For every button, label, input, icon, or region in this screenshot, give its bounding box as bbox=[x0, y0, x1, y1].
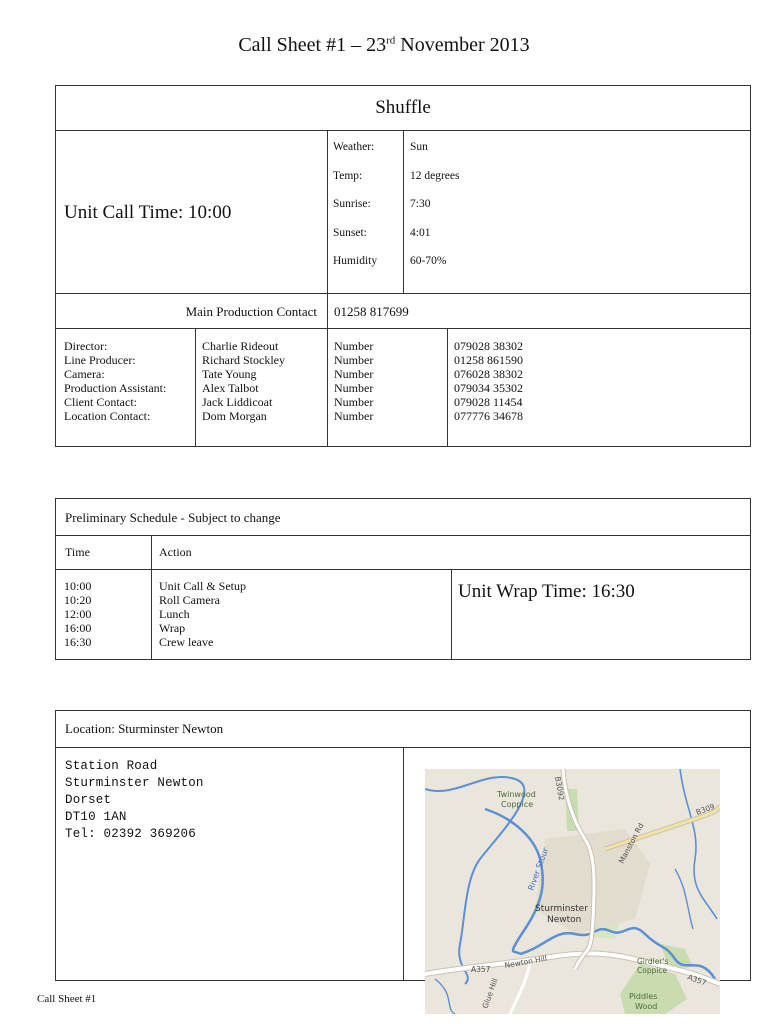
schedule-action: Unit Call & Setup bbox=[159, 579, 246, 593]
crew-number-label: Number bbox=[334, 353, 374, 367]
temp-label: Temp: bbox=[333, 169, 363, 182]
main-contact-number: 01258 817699 bbox=[334, 304, 409, 319]
schedule-action: Crew leave bbox=[159, 635, 214, 649]
map-label: Newton Hill bbox=[503, 953, 548, 970]
crew-number: 079028 38302 bbox=[454, 339, 523, 353]
map-label: Piddles bbox=[629, 992, 658, 1001]
schedule-times bbox=[64, 579, 91, 649]
crew-number: 076028 38302 bbox=[454, 367, 523, 381]
crew-role: Location Contact: bbox=[64, 409, 151, 423]
map-label: River Stour bbox=[526, 846, 551, 892]
crew-name: Alex Talbot bbox=[202, 381, 259, 395]
map-label: A357 bbox=[686, 972, 708, 988]
crew-number: 01258 861590 bbox=[454, 353, 523, 367]
sunrise-label: Sunrise: bbox=[333, 198, 371, 210]
map-label: A357 bbox=[471, 965, 491, 974]
schedule-title: Preliminary Schedule - Subject to change bbox=[65, 510, 281, 525]
address-line: DT10 1AN bbox=[65, 810, 127, 824]
page-title: Call Sheet #1 – 23rd November 2013 bbox=[238, 34, 530, 56]
crew-names bbox=[202, 339, 285, 423]
crew-numbers bbox=[454, 339, 523, 423]
map-label: Coppice bbox=[637, 966, 668, 975]
crew-name: Charlie Rideout bbox=[202, 339, 279, 353]
crew-name: Tate Young bbox=[202, 367, 257, 381]
schedule-time: 10:00 bbox=[64, 579, 92, 593]
crew-number-label: Number bbox=[334, 367, 374, 381]
map-label: Manston Rd bbox=[616, 821, 646, 865]
sunset-label: Sunset: bbox=[333, 226, 367, 239]
schedule-actions bbox=[159, 579, 246, 649]
map-label: B309 bbox=[694, 801, 716, 817]
humidity-label: Humidity bbox=[333, 255, 378, 267]
humidity-value: 60-70% bbox=[410, 255, 447, 267]
map-label: Sturminster bbox=[535, 904, 588, 914]
production-name: Shuffle bbox=[375, 97, 431, 118]
sunrise-value: 7:30 bbox=[410, 198, 431, 210]
crew-number-label: Number bbox=[334, 381, 374, 395]
schedule-time: 12:00 bbox=[64, 607, 92, 621]
crew-name: Richard Stockley bbox=[202, 353, 285, 367]
address-phone: Tel: 02392 369206 bbox=[65, 827, 196, 841]
unit-call-time: Unit Call Time: 10:00 bbox=[64, 202, 232, 223]
crew-role: Director: bbox=[64, 339, 108, 353]
address-line: Sturminster Newton bbox=[65, 776, 204, 790]
schedule-action: Lunch bbox=[159, 607, 190, 621]
crew-number-labels bbox=[334, 339, 373, 423]
map-label: Newton bbox=[547, 915, 582, 925]
unit-wrap-time: Unit Wrap Time: 16:30 bbox=[458, 581, 635, 602]
conditions-values bbox=[410, 141, 460, 284]
schedule-action-header: Action bbox=[159, 545, 192, 559]
map-label: Coppice bbox=[501, 800, 534, 809]
crew-role: Client Contact: bbox=[64, 395, 137, 409]
schedule-time: 16:00 bbox=[64, 621, 92, 635]
address-line: Dorset bbox=[65, 793, 112, 807]
crew-roles bbox=[64, 339, 166, 423]
crew-name: Jack Liddicoat bbox=[202, 395, 273, 409]
crew-role: Production Assistant: bbox=[64, 381, 167, 395]
conditions-labels bbox=[333, 141, 377, 284]
crew-number: 079034 35302 bbox=[454, 381, 523, 395]
map-label: B3092 bbox=[553, 775, 567, 802]
crew-number: 079028 11454 bbox=[454, 395, 523, 409]
address-line: Station Road bbox=[65, 759, 158, 773]
temp-value: 12 degrees bbox=[410, 169, 460, 182]
crew-role: Camera: bbox=[64, 367, 105, 381]
location-title: Location: Sturminster Newton bbox=[65, 721, 224, 736]
weather-value: Sun bbox=[410, 141, 428, 153]
page-footer: Call Sheet #1 bbox=[37, 993, 97, 1005]
crew-number-label: Number bbox=[334, 339, 374, 353]
schedule-action: Roll Camera bbox=[159, 593, 220, 607]
schedule-action: Wrap bbox=[159, 621, 186, 635]
schedule-time-header: Time bbox=[65, 545, 90, 559]
sunset-value: 4:01 bbox=[410, 226, 431, 239]
location-map[interactable] bbox=[425, 769, 720, 1014]
schedule-time: 10:20 bbox=[64, 593, 92, 607]
crew-number-label: Number bbox=[334, 395, 374, 409]
schedule-time: 16:30 bbox=[64, 635, 92, 649]
map-label: Wood bbox=[635, 1002, 658, 1011]
crew-number-label: Number bbox=[334, 409, 374, 423]
map-label: Twinwood bbox=[497, 790, 536, 799]
weather-label: Weather: bbox=[333, 141, 375, 153]
crew-number: 077776 34678 bbox=[454, 409, 523, 423]
map-label: Girdler's bbox=[637, 957, 669, 966]
crew-role: Line Producer: bbox=[64, 353, 136, 367]
main-contact-label: Main Production Contact bbox=[185, 304, 317, 319]
location-address bbox=[65, 758, 204, 843]
crew-name: Dom Morgan bbox=[202, 409, 267, 423]
map-label: Glue Hill bbox=[480, 976, 500, 1010]
